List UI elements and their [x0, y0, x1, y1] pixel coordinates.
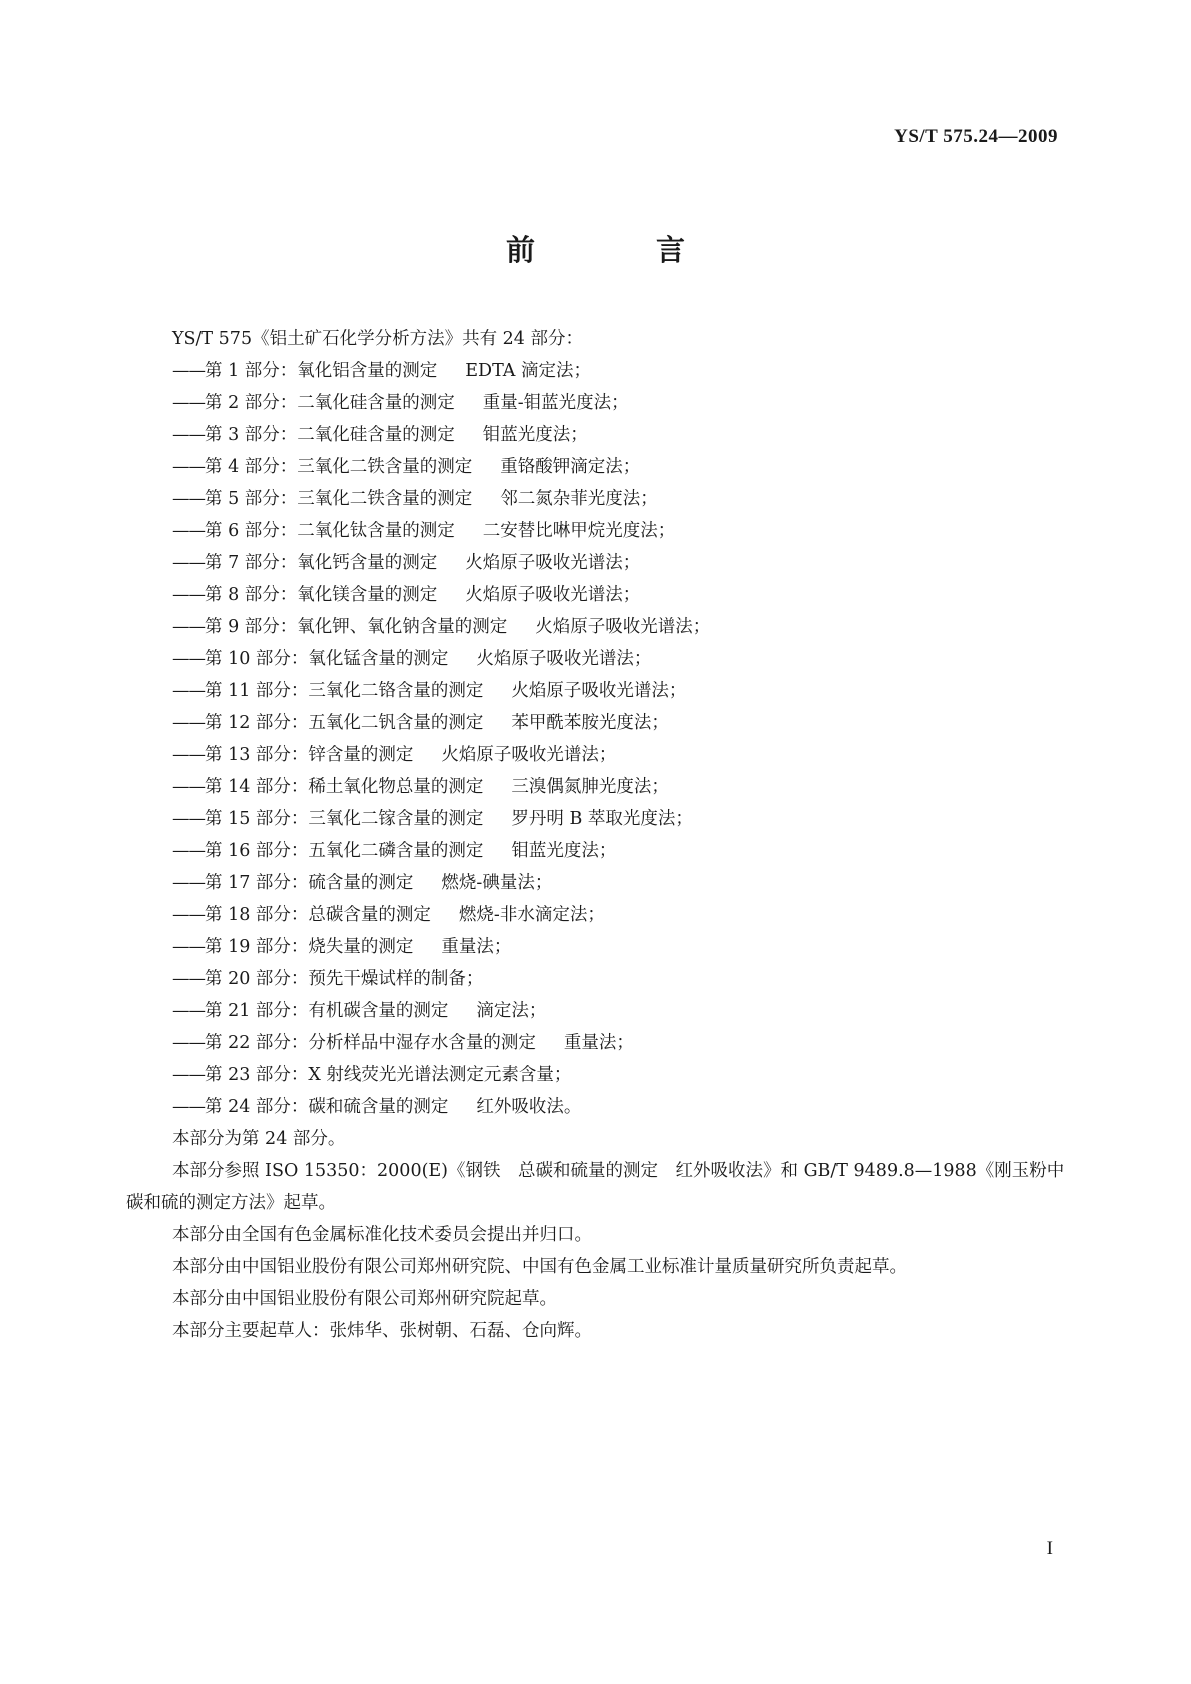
- foreword-body: [126, 323, 1066, 1347]
- part-label: 第 11 部分：三氧化二铬含量的测定: [205, 681, 484, 701]
- part-method: 滴定法；: [476, 1001, 547, 1021]
- part-method: 重量法；: [441, 937, 512, 957]
- part-list-item: [126, 611, 1066, 643]
- part-list-item: [126, 1059, 1066, 1091]
- part-method: 火焰原子吸收光谱法；: [441, 745, 617, 765]
- parts-list: [126, 355, 1066, 1123]
- part-label: 第 15 部分：三氧化二镓含量的测定: [205, 809, 484, 829]
- list-dash: ——: [172, 873, 205, 893]
- part-label: 第 24 部分：碳和硫含量的测定: [205, 1097, 449, 1117]
- list-dash: ——: [172, 489, 205, 509]
- part-list-item: [126, 515, 1066, 547]
- part-list-item: [126, 1091, 1066, 1123]
- part-label: 第 16 部分：五氧化二磷含量的测定: [205, 841, 484, 861]
- page-number: I: [1046, 1538, 1053, 1559]
- list-dash: ——: [172, 457, 205, 477]
- list-dash: ——: [172, 585, 205, 605]
- part-list-item: [126, 995, 1066, 1027]
- part-method: 钼蓝光度法；: [482, 425, 588, 445]
- list-dash: ——: [172, 841, 205, 861]
- list-dash: ——: [172, 905, 205, 925]
- part-method: 二安替比啉甲烷光度法；: [482, 521, 676, 541]
- part-label: 第 5 部分：三氧化二铁含量的测定: [205, 489, 473, 509]
- list-dash: ——: [172, 1065, 205, 1085]
- foreword-paragraph: 本部分参照 ISO 15350：2000(E)《钢铁 总碳和硫量的测定 红外吸收法》和 GB/T 9489.8—1988《刚玉粉中碳和硫的测定方法》起草。: [126, 1161, 1065, 1213]
- list-dash: ——: [172, 681, 205, 701]
- part-method: 火焰原子吸收光谱法；: [465, 553, 641, 573]
- part-list-item: [126, 547, 1066, 579]
- part-method: 红外吸收法。: [476, 1097, 582, 1117]
- part-label: 第 1 部分：氧化铝含量的测定: [205, 361, 438, 381]
- list-dash: ——: [172, 1033, 205, 1053]
- part-method: 重量法；: [563, 1033, 634, 1053]
- part-list-item: [126, 1027, 1066, 1059]
- list-dash: ——: [172, 809, 205, 829]
- part-method: 三溴偶氮胂光度法；: [511, 777, 669, 797]
- part-list-item: [126, 931, 1066, 963]
- intro-line: YS/T 575《铝土矿石化学分析方法》共有 24 部分：: [172, 329, 583, 349]
- part-label: 第 20 部分：预先干燥试样的制备；: [205, 969, 484, 989]
- part-list-item: [126, 483, 1066, 515]
- part-method: 罗丹明 B 萃取光度法；: [511, 809, 693, 829]
- part-label: 第 12 部分：五氧化二钒含量的测定: [205, 713, 484, 733]
- part-label: 第 10 部分：氧化锰含量的测定: [205, 649, 449, 669]
- part-label: 第 21 部分：有机碳含量的测定: [205, 1001, 449, 1021]
- part-method: 燃烧-非水滴定法；: [458, 905, 605, 925]
- part-method: 火焰原子吸收光谱法；: [511, 681, 687, 701]
- list-dash: ——: [172, 521, 205, 541]
- part-method: 火焰原子吸收光谱法；: [476, 649, 652, 669]
- part-method: 重量-钼蓝光度法；: [482, 393, 629, 413]
- part-method: 邻二氮杂菲光度法；: [500, 489, 658, 509]
- part-label: 第 23 部分：X 射线荧光光谱法测定元素含量；: [205, 1065, 572, 1085]
- part-list-item: [126, 387, 1066, 419]
- part-label: 第 2 部分：二氧化硅含量的测定: [205, 393, 455, 413]
- list-dash: ——: [172, 425, 205, 445]
- list-dash: ——: [172, 393, 205, 413]
- part-label: 第 7 部分：氧化钙含量的测定: [205, 553, 438, 573]
- list-dash: ——: [172, 1097, 205, 1117]
- part-list-item: [126, 643, 1066, 675]
- list-dash: ——: [172, 937, 205, 957]
- part-label: 第 13 部分：锌含量的测定: [205, 745, 414, 765]
- list-dash: ——: [172, 649, 205, 669]
- foreword-paragraph: 本部分为第 24 部分。: [172, 1129, 346, 1149]
- list-dash: ——: [172, 553, 205, 573]
- part-list-item: [126, 355, 1066, 387]
- part-list-item: [126, 675, 1066, 707]
- page-title: 前 言: [505, 233, 731, 267]
- part-label: 第 9 部分：氧化钾、氧化钠含量的测定: [205, 617, 508, 637]
- part-label: 第 19 部分：烧失量的测定: [205, 937, 414, 957]
- list-dash: ——: [172, 617, 205, 637]
- part-label: 第 8 部分：氧化镁含量的测定: [205, 585, 438, 605]
- part-label: 第 14 部分：稀土氧化物总量的测定: [205, 777, 484, 797]
- foreword-paragraph: 本部分由全国有色金属标准化技术委员会提出并归口。: [172, 1225, 592, 1245]
- part-list-item: [126, 771, 1066, 803]
- part-method: EDTA 滴定法；: [465, 361, 591, 381]
- part-list-item: [126, 835, 1066, 867]
- part-label: 第 22 部分：分析样品中湿存水含量的测定: [205, 1033, 536, 1053]
- part-method: 钼蓝光度法；: [511, 841, 617, 861]
- part-label: 第 17 部分：硫含量的测定: [205, 873, 414, 893]
- part-list-item: [126, 899, 1066, 931]
- foreword-paragraph: 本部分由中国铝业股份有限公司郑州研究院起草。: [172, 1289, 557, 1309]
- part-list-item: [126, 579, 1066, 611]
- part-list-item: [126, 867, 1066, 899]
- part-label: 第 4 部分：三氧化二铁含量的测定: [205, 457, 473, 477]
- list-dash: ——: [172, 713, 205, 733]
- list-dash: ——: [172, 777, 205, 797]
- part-method: 火焰原子吸收光谱法；: [465, 585, 641, 605]
- part-list-item: [126, 739, 1066, 771]
- part-method: 燃烧-碘量法；: [441, 873, 553, 893]
- part-method: 苯甲酰苯胺光度法；: [511, 713, 669, 733]
- part-list-item: [126, 803, 1066, 835]
- list-dash: ——: [172, 1001, 205, 1021]
- part-label: 第 3 部分：二氧化硅含量的测定: [205, 425, 455, 445]
- part-method: 重铬酸钾滴定法；: [500, 457, 641, 477]
- part-list-item: [126, 707, 1066, 739]
- part-list-item: [126, 419, 1066, 451]
- part-list-item: [126, 451, 1066, 483]
- list-dash: ——: [172, 745, 205, 765]
- list-dash: ——: [172, 969, 205, 989]
- standard-code: YS/T 575.24—2009: [894, 126, 1058, 147]
- list-dash: ——: [172, 361, 205, 381]
- foreword-paragraph: 本部分主要起草人：张炜华、张树朝、石磊、仓向辉。: [172, 1321, 592, 1341]
- foreword-paragraph: 本部分由中国铝业股份有限公司郑州研究院、中国有色金属工业标准计量质量研究所负责起草。: [172, 1257, 907, 1277]
- part-list-item: [126, 963, 1066, 995]
- part-label: 第 18 部分：总碳含量的测定: [205, 905, 431, 925]
- foreword-paragraphs: [126, 1123, 1066, 1347]
- part-method: 火焰原子吸收光谱法；: [535, 617, 711, 637]
- part-label: 第 6 部分：二氧化钛含量的测定: [205, 521, 455, 541]
